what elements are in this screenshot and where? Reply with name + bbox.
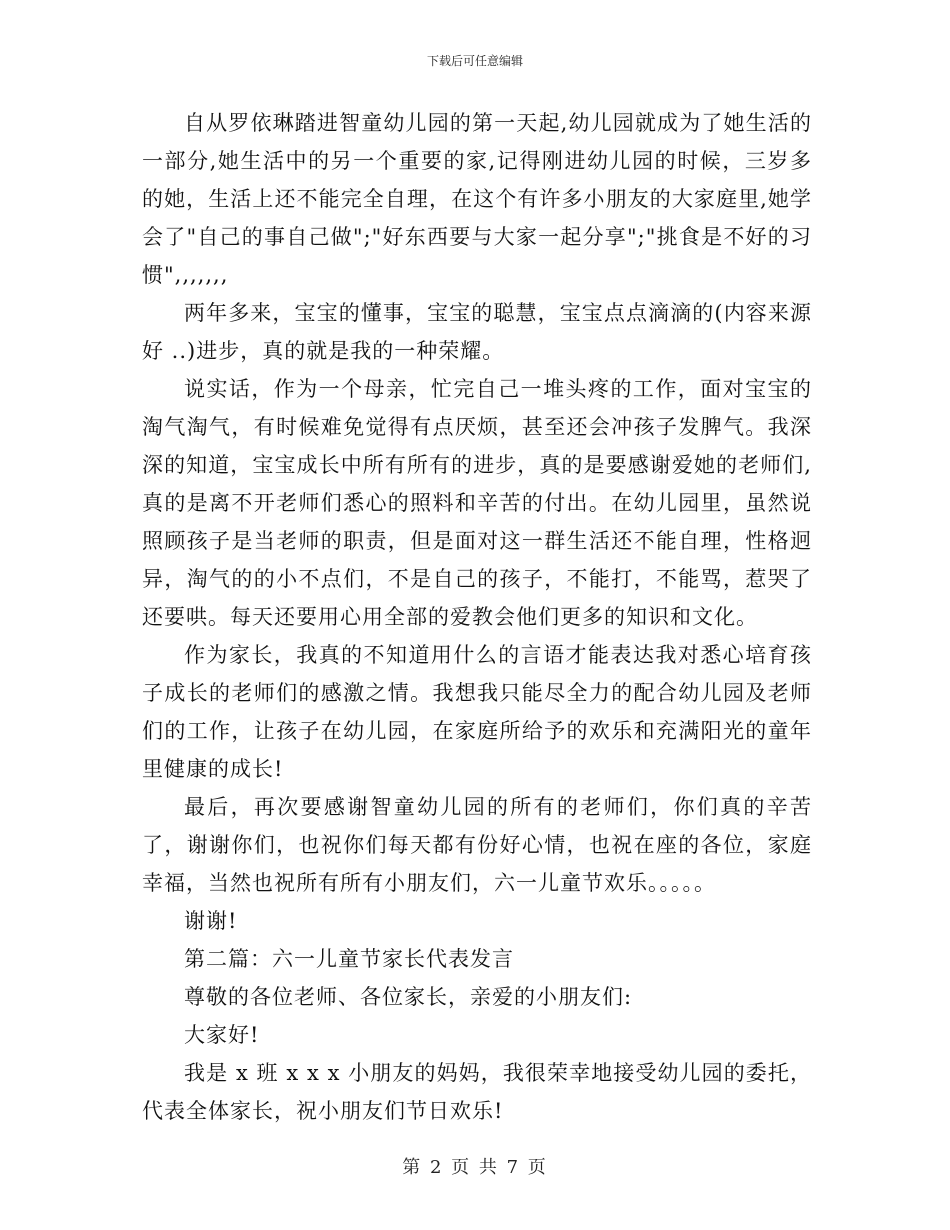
page-footer-number: 第 2 页 共 7 页 — [402, 1157, 548, 1178]
paragraph-5: 最后，再次要感谢智童幼儿园的所有的老师们，你们真的辛苦了，谢谢你们，也祝你们每天都有份好心情，也祝在座的各位，家庭幸福，当然也祝所有所有小朋友们，六一儿童节欢乐。。。。。 — [142, 795, 812, 895]
paragraph-4: 作为家长，我真的不知道用什么的言语才能表达我对悉心培育孩子成长的老师们的感激之情。我想我只能尽全力的配合幼儿园及老师们的工作，让孩子在幼儿园，在家庭所给予的欢乐和充满阳光的童年里健康的成长! — [142, 643, 812, 781]
paragraph-2: 两年多来，宝宝的懂事，宝宝的聪慧，宝宝点点滴滴的(内容来源好 ..)进步，真的就是我的一种荣耀。 — [142, 301, 812, 363]
paragraph-3: 说实话，作为一个母亲，忙完自己一堆头疼的工作，面对宝宝的淘气淘气，有时候难免觉得有点厌烦，甚至还会冲孩子发脾气。我深深的知道，宝宝成长中所有所有的进步，真的是要感谢爱她的老师们,真的是离不开老师们悉心的照料和辛苦的付出。在幼儿园里，虽然说照顾孩子是当老师的职责，但是面对这一群生活还不能自理，性格迥异，淘气的的小不点们，不是自己的孩子，不能打，不能骂，惹哭了还要哄。每天还要用心用全部的爱教会他们更多的知识和文化。 — [142, 377, 812, 629]
document-body — [142, 104, 812, 1130]
greeting-line: 大家好! — [184, 1023, 260, 1047]
page-header-note: 下载后可任意编辑 — [426, 54, 523, 68]
section-title: 第二篇：六一儿童节家长代表发言 — [184, 947, 514, 971]
paragraph-1: 自从罗依琳踏进智童幼儿园的第一天起,幼儿园就成为了她生活的一部分,她生活中的另一个重要的家,记得刚进幼儿园的时候，三岁多的她，生活上还不能完全自理，在这个有许多小朋友的大家庭里,她学会了"自己的事自己做";"好东西要与大家一起分享";"挑食是不好的习惯",,,,,,, — [142, 111, 812, 287]
thanks-line: 谢谢! — [184, 909, 238, 933]
salutation-line: 尊敬的各位老师、各位家长，亲爱的小朋友们: — [184, 985, 633, 1009]
paragraph-6: 我是 x 班 x x x 小朋友的妈妈，我很荣幸地接受幼儿园的委托，代表全体家长，祝小朋友们节日欢乐! — [142, 1061, 812, 1123]
